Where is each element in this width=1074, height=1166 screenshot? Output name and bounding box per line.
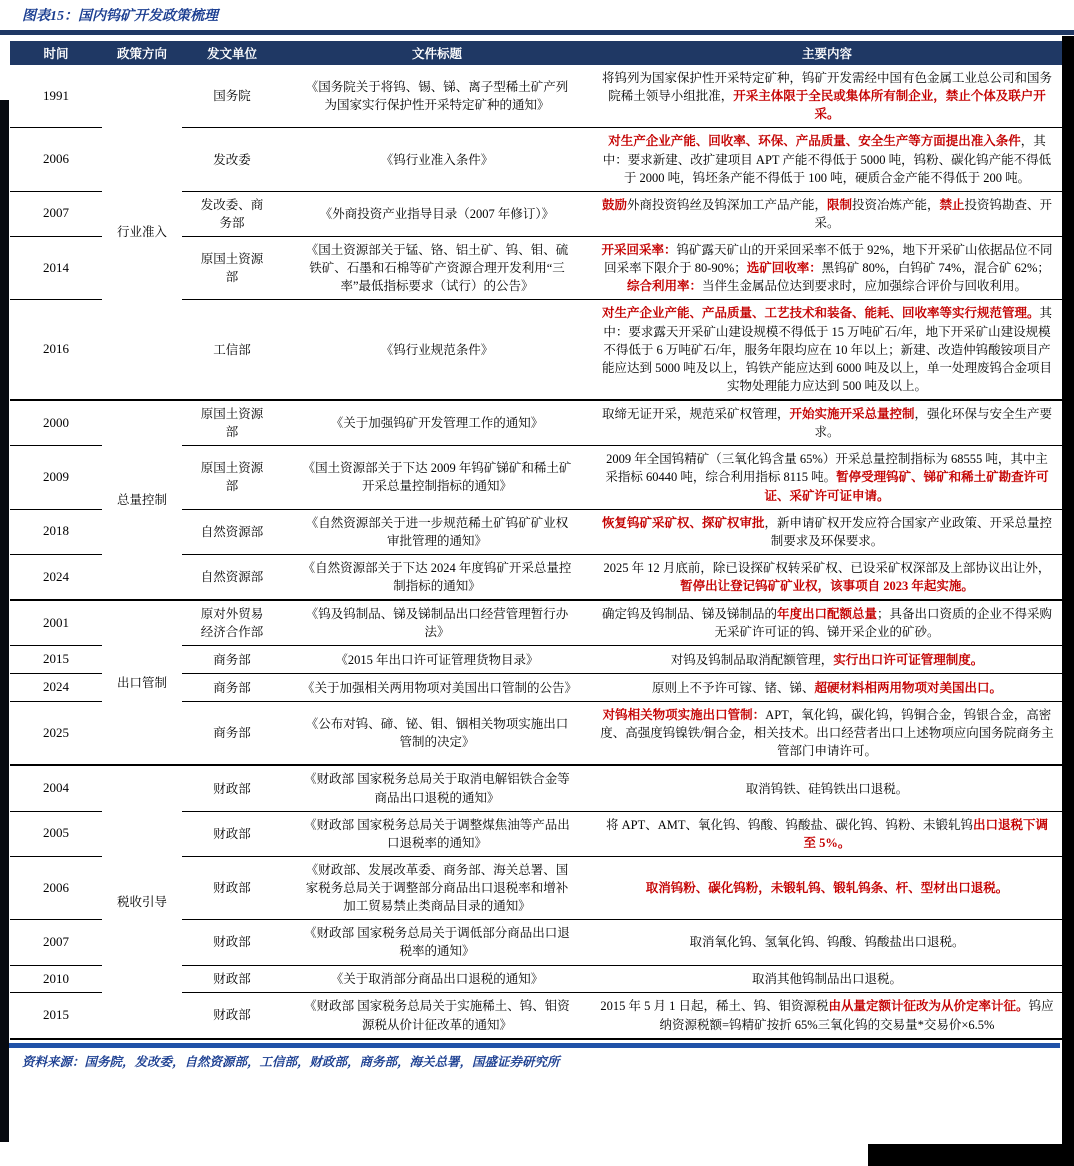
content-cell [592, 674, 1062, 702]
content-cell [592, 965, 1062, 993]
doc-title-cell: 《自然资源部关于进一步规范稀土矿钨矿矿业权审批管理的通知》 [282, 509, 592, 554]
highlighted-text: 对生产企业产能、产品质量、工艺技术和装备、能耗、回收率等实行规范管理。 [601, 306, 1040, 321]
table-row [10, 765, 1062, 811]
doc-title-cell: 《外商投资产业指导目录（2007 年修订）》 [282, 191, 592, 236]
year-cell: 1991 [10, 65, 102, 128]
unit-cell: 发改委 [182, 128, 282, 191]
content-text: 投资冶炼产能， [852, 197, 940, 212]
content-text: 取缔无证开采，规范采矿权管理， [601, 407, 790, 421]
column-header-time: 时间 [10, 41, 102, 65]
content-cell [592, 554, 1062, 600]
doc-title-cell: 《财政部 国家税务总局关于实施稀土、钨、钼资源税从价计征改革的通知》 [282, 993, 592, 1039]
content-cell [592, 65, 1062, 128]
table-row [10, 600, 1062, 646]
screenshot-edge-artifact-bottom-right [868, 1144, 1074, 1166]
unit-cell: 财政部 [182, 811, 282, 856]
unit-cell: 财政部 [182, 856, 282, 919]
content-cell [592, 646, 1062, 674]
content-cell [592, 237, 1062, 300]
highlighted-text: 禁止 [939, 197, 965, 212]
doc-title-cell: 《财政部 国家税务总局关于调整煤焦油等产品出口退税率的通知》 [282, 811, 592, 856]
content-cell [592, 509, 1062, 554]
content-cell [592, 920, 1062, 965]
year-cell: 2015 [10, 993, 102, 1039]
highlighted-text: 综合利用率： [626, 279, 702, 294]
doc-title-cell: 《关于取消部分商品出口退税的通知》 [282, 965, 592, 993]
unit-cell: 原国土资源部 [182, 446, 282, 509]
content-text: 2015 年 5 月 1 日起，稀土、钨、钼资源税 [600, 999, 829, 1014]
unit-cell: 原国土资源部 [182, 237, 282, 300]
doc-title-cell: 《钨行业规范条件》 [282, 300, 592, 400]
content-text: ；具备出口资质的企业不得采购无采矿许可证的钨、锑开采企业的矿砂。 [714, 607, 1053, 640]
year-cell: 2024 [10, 674, 102, 702]
year-cell: 2010 [10, 965, 102, 993]
unit-cell: 商务部 [182, 646, 282, 674]
unit-cell: 财政部 [182, 920, 282, 965]
highlighted-text: 限制 [826, 197, 852, 212]
policy-table [10, 41, 1062, 1040]
content-cell [592, 446, 1062, 509]
content-text: ，其中：要求新建、改扩建项目 APT 产能不得低于 5000 吨，钨粉、碳化钨产能不得低于 2000 吨，钨坯条产能不得低于 100 吨，硬质合金产能不得低于 200 吨。 [602, 134, 1052, 185]
year-cell: 2004 [10, 765, 102, 811]
highlighted-text: 开采回采率： [601, 243, 677, 257]
highlighted-text: 鼓励 [601, 197, 627, 212]
direction-cell: 税收引导 [102, 765, 182, 1038]
content-text: 原则上不予许可镓、锗、锑、 [651, 680, 815, 695]
highlighted-text: 恢复钨矿采矿权、探矿权审批 [601, 515, 765, 530]
unit-cell: 原对外贸易经济合作部 [182, 600, 282, 646]
content-text: 2025 年 12 月底前，除已设探矿权转采矿权、已设采矿权深部及上部协议出让外， [603, 560, 1051, 575]
year-cell: 2025 [10, 702, 102, 766]
content-cell [592, 702, 1062, 766]
unit-cell: 工信部 [182, 300, 282, 400]
year-cell: 2014 [10, 237, 102, 300]
content-text: 2009 年全国钨精矿（三氧化钨含量 65%）开采总量控制指标为 68555 吨，其中主采指标 60440 吨，综合利用指标 8115 吨。 [605, 452, 1048, 485]
year-cell: 2006 [10, 128, 102, 191]
direction-cell: 行业准入 [102, 65, 182, 400]
table-row [10, 65, 1062, 128]
table-header-row [10, 41, 1062, 65]
top-rule [0, 30, 1074, 35]
direction-cell: 出口管制 [102, 600, 182, 765]
unit-cell: 发改委、商务部 [182, 191, 282, 236]
content-text: 当伴生金属品位达到要求时，应加强综合评价与回收利用。 [702, 279, 1028, 294]
column-header-unit: 发文单位 [182, 41, 282, 65]
content-text: ，新申请矿权开发应符合国家产业政策、开采总量控制要求及环保要求。 [764, 515, 1053, 548]
highlighted-text: 选矿回收率： [746, 261, 822, 276]
highlighted-text: 超硬材料相两用物项对美国出口。 [814, 680, 1003, 695]
screenshot-edge-artifact-right [1062, 36, 1074, 1166]
highlighted-text: 年度出口配额总量 [776, 607, 877, 622]
table-header [10, 41, 1062, 65]
content-text: 黑钨矿 80%，白钨矿 74%，混合矿 62%； [821, 261, 1050, 276]
unit-cell: 财政部 [182, 965, 282, 993]
content-text: 其中：要求露天开采矿山建设规模不得低于 15 万吨矿石/年，地下开采矿山建设规模不得低于 6 万吨矿石/年，服务年限均应在 10 年以上；新建、改造仲钨酸铵项目产能应达到 5000 吨及以上，钨铁产能应达到 6000 吨及以上，单一处理废钨合金项目实物处理能力应达到 500 吨及以上。 [601, 306, 1053, 393]
year-cell: 2015 [10, 646, 102, 674]
content-text: 钨矿露天矿山的开采回采率不低于 92%，地下开采矿山依据品位不同回采率下限介于 80-90%； [604, 243, 1053, 276]
unit-cell: 财政部 [182, 765, 282, 811]
content-cell [592, 600, 1062, 646]
year-cell: 2000 [10, 400, 102, 446]
unit-cell: 自然资源部 [182, 509, 282, 554]
doc-title-cell: 《国土资源部关于锰、铬、铝土矿、钨、钼、硫铁矿、石墨和石棉等矿产资源合理开发利用“三率”最低指标要求（试行）的公告》 [282, 237, 592, 300]
content-cell [592, 811, 1062, 856]
content-cell [592, 993, 1062, 1039]
doc-title-cell: 《国务院关于将钨、锡、锑、离子型稀土矿产列为国家实行保护性开采特定矿种的通知》 [282, 65, 592, 128]
doc-title-cell: 《自然资源部关于下达 2024 年度钨矿开采总量控制指标的通知》 [282, 554, 592, 600]
content-cell [592, 765, 1062, 811]
doc-title-cell: 《财政部、发展改革委、商务部、海关总署、国家税务总局关于调整部分商品出口退税率和增补加工贸易禁止类商品目录的通知》 [282, 856, 592, 919]
year-cell: 2016 [10, 300, 102, 400]
highlighted-text: 实行出口许可证管理制度。 [833, 652, 984, 667]
content-text: 取消钨铁、硅钨铁出口退税。 [745, 781, 909, 796]
column-header-direction: 政策方向 [102, 41, 182, 65]
doc-title-cell: 《钨行业准入条件》 [282, 128, 592, 191]
content-text: 钨应纳资源税额=钨精矿按折 65%三氧化钨的交易量*交易价×6.5% [659, 999, 1054, 1032]
unit-cell: 商务部 [182, 674, 282, 702]
highlighted-text: 开采主体限于全民或集体所有制企业，禁止个体及联户开采。 [733, 89, 1046, 122]
year-cell: 2001 [10, 600, 102, 646]
unit-cell: 自然资源部 [182, 554, 282, 600]
column-header-content: 主要内容 [592, 41, 1062, 65]
year-cell: 2007 [10, 920, 102, 965]
policy-table-body [10, 65, 1062, 1039]
screenshot-edge-artifact-left [0, 100, 9, 1142]
highlighted-text: 开始实施开采总量控制 [789, 407, 915, 421]
year-cell: 2007 [10, 191, 102, 236]
content-text: 投资钨勘查、开采。 [814, 197, 1053, 230]
year-cell: 2018 [10, 509, 102, 554]
highlighted-text: 暂停受理钨矿、锑矿和稀土矿勘查许可证、采矿许可证申请。 [764, 470, 1049, 503]
content-cell [592, 191, 1062, 236]
direction-cell: 总量控制 [102, 400, 182, 600]
highlighted-text: 出口退税下调至 5%。 [803, 817, 1049, 850]
doc-title-cell: 《国土资源部关于下达 2009 年钨矿锑矿和稀土矿开采总量控制指标的通知》 [282, 446, 592, 509]
highlighted-text: 由从量定额计征改为从价定率计征。 [828, 999, 1029, 1014]
doc-title-cell: 《财政部 国家税务总局关于取消电解铝铁合金等商品出口退税的通知》 [282, 765, 592, 811]
content-cell [592, 856, 1062, 919]
content-text: 取消其他钨制品出口退税。 [751, 971, 902, 986]
source-note: 资料来源：国务院，发改委，自然资源部，工信部，财政部，商务部，海关总署，国盛证券研究所 [22, 1054, 560, 1069]
content-text: 取消氧化钨、氢氧化钨、钨酸、钨酸盐出口退税。 [689, 935, 965, 950]
content-cell [592, 400, 1062, 446]
year-cell: 2006 [10, 856, 102, 919]
doc-title-cell: 《公布对钨、碲、铋、钼、铟相关物项实施出口管制的决定》 [282, 702, 592, 766]
unit-cell: 原国土资源部 [182, 400, 282, 446]
year-cell: 2005 [10, 811, 102, 856]
content-text: APT，氧化钨，碳化钨，钨铜合金，钨银合金，高密度、高强度钨镍铁/铜合金，相关技术。出口经营者出口上述物项应向国务院商务主管部门申请许可。 [600, 708, 1054, 759]
highlighted-text: 取消钨粉、碳化钨粉，未锻轧钨、锻轧钨条、杆、型材出口退税。 [645, 881, 1009, 896]
content-text: 确定钨及钨制品、锑及锑制品的 [601, 607, 777, 622]
year-cell: 2024 [10, 554, 102, 600]
doc-title-cell: 《钨及钨制品、锑及锑制品出口经营管理暂行办法》 [282, 600, 592, 646]
content-text: 将钨列为国家保护性开采特定矿种，钨矿开发需经中国有色金属工业总公司和国务院稀土领导小组批准， [601, 71, 1052, 104]
unit-cell: 国务院 [182, 65, 282, 128]
doc-title-cell: 《财政部 国家税务总局关于调低部分商品出口退税率的通知》 [282, 920, 592, 965]
doc-title-cell: 《2015 年出口许可证管理货物目录》 [282, 646, 592, 674]
content-text: 外商投资钨丝及钨深加工产品产能， [626, 197, 827, 212]
content-text: ，强化环保与安全生产要求。 [814, 407, 1053, 440]
content-cell [592, 128, 1062, 191]
content-text: 将 APT、AMT、氧化钨、钨酸、钨酸盐、碳化钨、钨粉、未锻轧钨 [605, 817, 973, 832]
highlighted-text: 对生产企业产能、回收率、环保、产品质量、安全生产等方面提出准入条件 [608, 134, 1021, 149]
unit-cell: 财政部 [182, 993, 282, 1039]
table-row [10, 400, 1062, 446]
content-cell [592, 300, 1062, 400]
highlighted-text: 对钨相关物项实施出口管制： [602, 708, 766, 723]
column-header-doc-title: 文件标题 [282, 41, 592, 65]
figure-title: 图表15：国内钨矿开发政策梳理 [22, 9, 218, 24]
year-cell: 2009 [10, 446, 102, 509]
doc-title-cell: 《关于加强相关两用物项对美国出口管制的公告》 [282, 674, 592, 702]
content-text: 对钨及钨制品取消配额管理， [670, 652, 834, 667]
highlighted-text: 暂停出让登记钨矿矿业权，该事项自 2023 年起实施。 [680, 579, 974, 593]
doc-title-cell: 《关于加强钨矿开发管理工作的通知》 [282, 400, 592, 446]
unit-cell: 商务部 [182, 702, 282, 766]
